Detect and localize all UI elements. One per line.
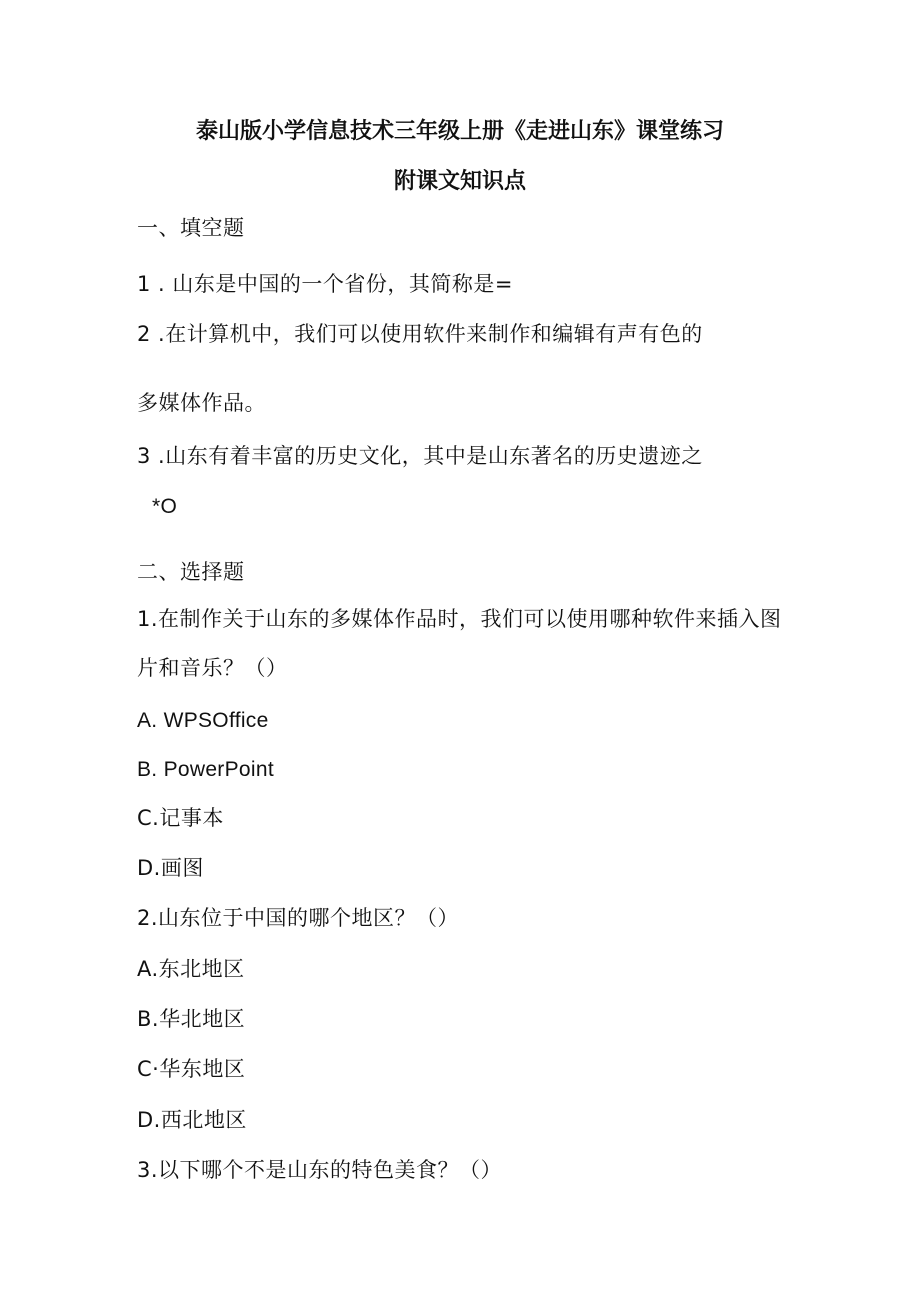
document-subtitle: 附课文知识点 [393, 169, 526, 194]
document-title: 泰山版小学信息技术三年级上册《走进山东》课堂练习 [195, 119, 724, 144]
question-text-continued: *O [152, 495, 178, 518]
answer-option: B.华北地区 [137, 1007, 246, 1031]
answer-option: C.记事本 [137, 806, 224, 830]
question-text-continued: 多媒体作品。 [137, 391, 266, 415]
answer-option: D.画图 [137, 856, 204, 880]
answer-option: D.西北地区 [137, 1108, 247, 1132]
section-heading-fill-blank: 一、填空题 [137, 216, 245, 240]
question-text-continued: 片和音乐？（） [137, 656, 288, 680]
answer-option: C·华东地区 [137, 1057, 246, 1081]
answer-option: A. WPSOffice [137, 709, 269, 732]
answer-option: A.东北地区 [137, 957, 245, 981]
question-text: 2.山东位于中国的哪个地区？（） [137, 906, 460, 930]
question-text: 1 . 山东是中国的一个省份，其简称是= [137, 272, 513, 296]
question-text: 1.在制作关于山东的多媒体作品时，我们可以使用哪种软件来插入图 [137, 607, 782, 631]
answer-option: B. PowerPoint [137, 758, 274, 781]
question-text: 3.以下哪个不是山东的特色美食？（） [137, 1158, 503, 1182]
question-text: 3 .山东有着丰富的历史文化，其中是山东著名的历史遗迹之 [137, 444, 703, 468]
question-text: 2 .在计算机中，我们可以使用软件来制作和编辑有声有色的 [137, 322, 703, 346]
section-heading-multiple-choice: 二、选择题 [137, 560, 245, 584]
